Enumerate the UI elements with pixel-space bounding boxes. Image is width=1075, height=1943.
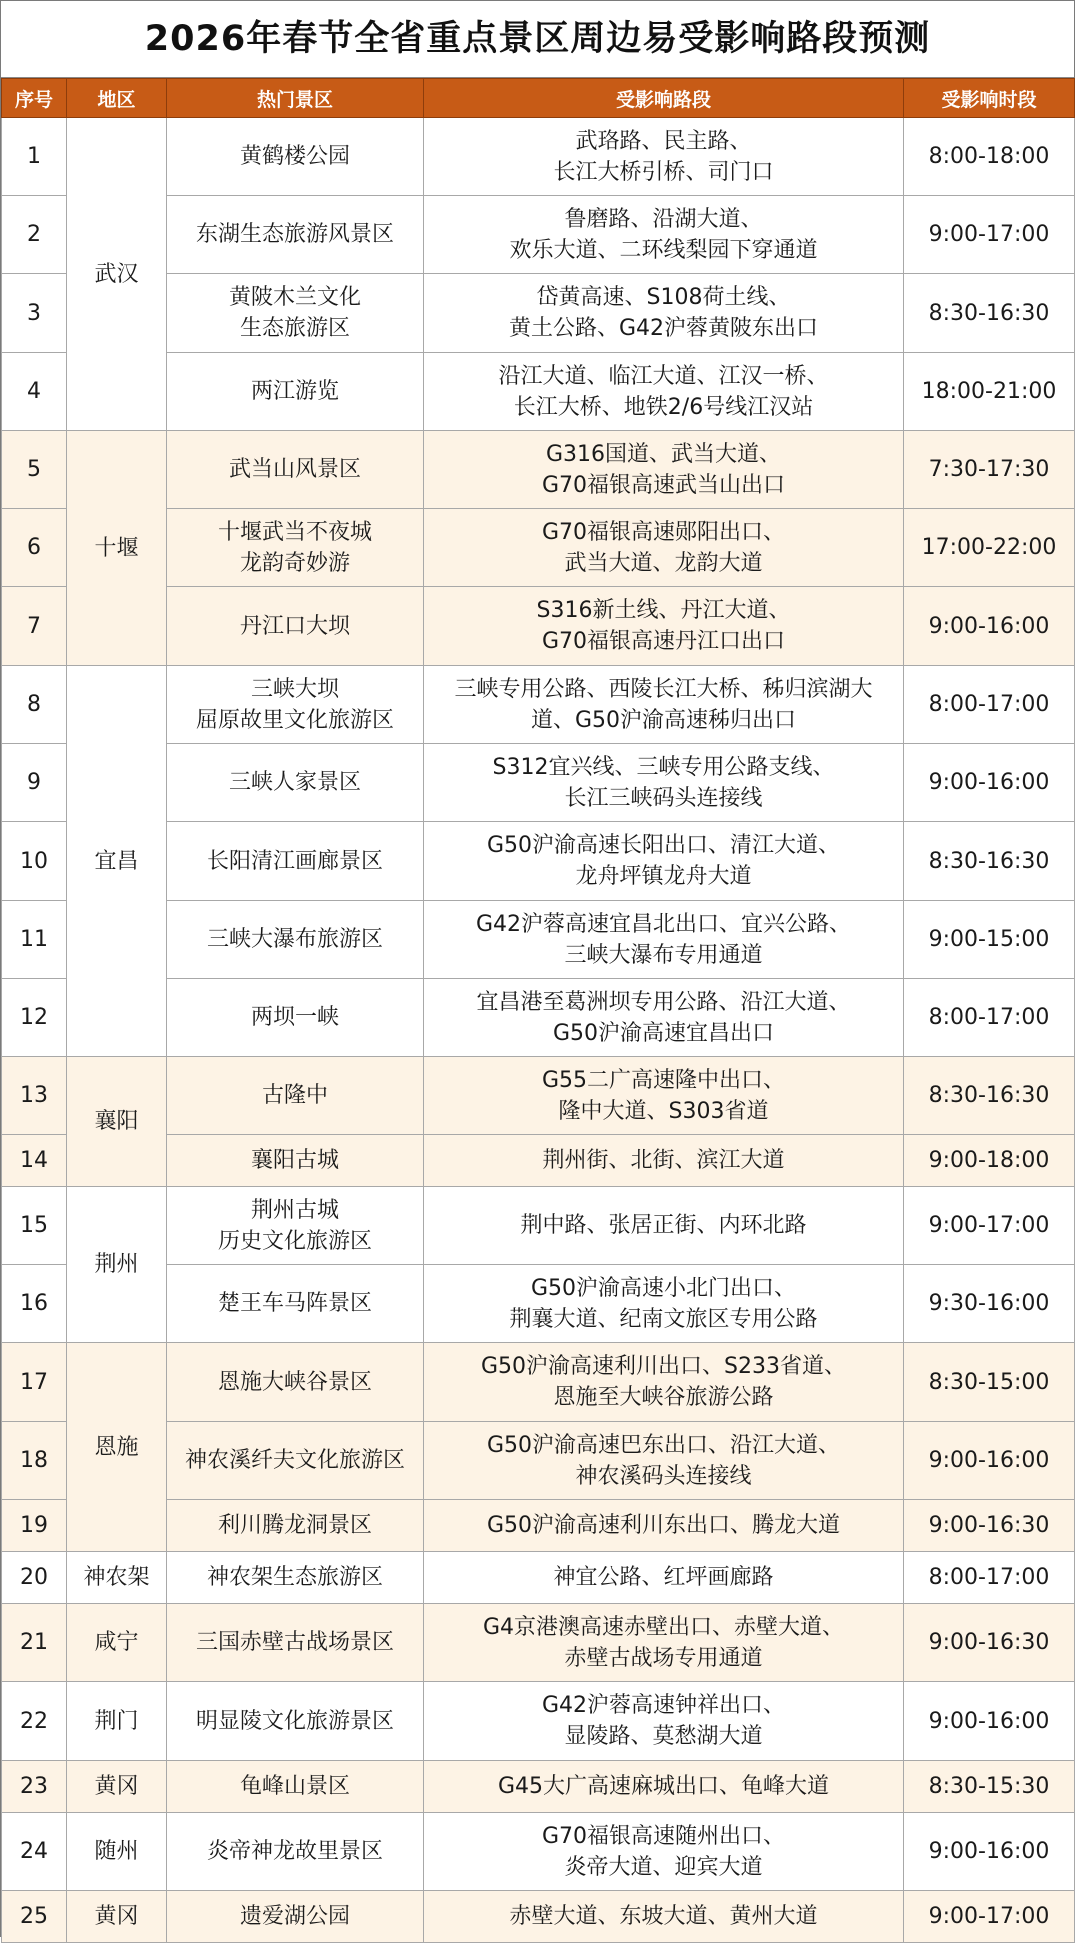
region-cell: 襄阳 — [67, 1057, 167, 1187]
affected-road-line: G70福银高速丹江口出口 — [541, 629, 786, 654]
region-cell: 荆门 — [67, 1682, 167, 1761]
scenic-spot-cell — [167, 1265, 424, 1343]
affected-road-line: S316新土线、丹江大道、 — [536, 598, 791, 623]
scenic-spot-cell — [167, 1422, 424, 1500]
time-window-cell: 9:00-15:00 — [904, 901, 1075, 979]
affected-roads-cell — [424, 979, 904, 1057]
affected-roads-cell — [424, 666, 904, 744]
row-number: 18 — [2, 1422, 67, 1500]
region-cell: 荆州 — [67, 1187, 167, 1343]
scenic-spot-line: 神农溪纤夫文化旅游区 — [184, 1448, 405, 1473]
time-window-cell: 9:00-16:00 — [904, 744, 1075, 822]
scenic-spot-line: 楚王车马阵景区 — [217, 1291, 372, 1316]
scenic-spot-line: 历史文化旅游区 — [217, 1228, 372, 1254]
region-cell: 神农架 — [67, 1552, 167, 1604]
affected-road-line: G50沪渝高速利川东出口、腾龙大道 — [486, 1513, 841, 1538]
affected-roads-cell — [424, 1135, 904, 1187]
scenic-spot-cell — [167, 666, 424, 744]
row-number: 22 — [2, 1682, 67, 1761]
row-number: 11 — [2, 901, 67, 979]
affected-road-line: 宜昌港至葛洲坝专用公路、沿江大道、 — [476, 989, 851, 1015]
affected-roads-cell — [424, 587, 904, 666]
time-window-cell: 8:30-16:30 — [904, 1057, 1075, 1135]
affected-road-line: S312宜兴线、三峡专用公路支线、 — [492, 754, 835, 780]
scenic-spot-line: 荆州古城 — [250, 1197, 339, 1223]
affected-roads-cell — [424, 509, 904, 587]
region-cell: 黄冈 — [67, 1761, 167, 1813]
scenic-spot-line: 丹江口大坝 — [239, 613, 350, 639]
region-cell: 黄冈 — [67, 1891, 167, 1943]
affected-road-line: G42沪蓉高速宜昌北出口、宜兴公路、 — [475, 911, 852, 937]
affected-road-line: 沿江大道、临江大道、江汉一桥、 — [498, 363, 829, 389]
scenic-spot-cell — [167, 1891, 424, 1943]
scenic-spot-line: 三峡人家景区 — [228, 770, 361, 795]
affected-road-line: 岱黄高速、S108荷土线、 — [536, 285, 791, 310]
time-window-cell: 9:00-16:30 — [904, 1500, 1075, 1552]
affected-roads-cell — [424, 1891, 904, 1943]
region-cell: 恩施 — [67, 1343, 167, 1552]
header-region: 地区 — [67, 79, 167, 118]
affected-roads-cell — [424, 1604, 904, 1682]
affected-road-line: 恩施至大峡谷旅游公路 — [553, 1385, 774, 1410]
row-number: 2 — [2, 196, 67, 274]
affected-road-line: G50沪渝高速巴东出口、沿江大道、 — [486, 1432, 841, 1458]
header-no: 序号 — [2, 79, 67, 118]
table-row — [2, 1604, 1075, 1682]
scenic-spot-cell — [167, 1343, 424, 1422]
table-header — [2, 79, 1075, 118]
scenic-spot-cell — [167, 744, 424, 822]
affected-road-line: 神农溪码头连接线 — [575, 1463, 752, 1489]
time-window-cell: 9:00-16:00 — [904, 1422, 1075, 1500]
affected-roads-cell — [424, 1761, 904, 1813]
forecast-table — [1, 78, 1075, 1943]
time-window-cell: 9:00-17:00 — [904, 196, 1075, 274]
scenic-spot-cell — [167, 1682, 424, 1761]
affected-roads-cell — [424, 196, 904, 274]
affected-road-line: 武珞路、民主路、 — [575, 128, 752, 154]
time-window-cell: 9:00-17:00 — [904, 1187, 1075, 1265]
affected-roads-cell — [424, 118, 904, 196]
affected-roads-cell — [424, 822, 904, 901]
affected-road-line: 武当大道、龙韵大道 — [564, 550, 763, 576]
scenic-spot-line: 两坝一峡 — [250, 1005, 339, 1030]
affected-roads-cell — [424, 901, 904, 979]
time-window-cell: 8:00-17:00 — [904, 979, 1075, 1057]
time-window-cell: 8:30-16:30 — [904, 822, 1075, 901]
time-window-cell: 8:00-17:00 — [904, 666, 1075, 744]
row-number: 10 — [2, 822, 67, 901]
table-row — [2, 1187, 1075, 1265]
time-window-cell: 8:00-17:00 — [904, 1552, 1075, 1604]
time-window-cell: 9:00-18:00 — [904, 1135, 1075, 1187]
row-number: 3 — [2, 274, 67, 353]
affected-roads-cell — [424, 1187, 904, 1265]
affected-road-line: 显陵路、莫愁湖大道 — [564, 1724, 763, 1749]
table-row — [2, 1813, 1075, 1891]
scenic-spot-cell — [167, 587, 424, 666]
scenic-spot-line: 古隆中 — [261, 1083, 328, 1108]
affected-roads-cell — [424, 1552, 904, 1604]
row-number: 9 — [2, 744, 67, 822]
scenic-spot-line: 明显陵文化旅游景区 — [195, 1708, 394, 1734]
scenic-spot-cell — [167, 1187, 424, 1265]
row-number: 19 — [2, 1500, 67, 1552]
table-row — [2, 1682, 1075, 1761]
scenic-spot-line: 龙韵奇妙游 — [239, 550, 350, 576]
affected-road-line: G55二广高速隆中出口、 — [541, 1067, 786, 1093]
scenic-spot-cell — [167, 1057, 424, 1135]
scenic-spot-cell — [167, 431, 424, 509]
scenic-spot-line: 东湖生态旅游风景区 — [195, 222, 394, 247]
header-time: 受影响时段 — [904, 79, 1075, 118]
time-window-cell: 9:00-17:00 — [904, 1891, 1075, 1943]
scenic-spot-cell — [167, 274, 424, 353]
time-window-cell: 9:00-16:00 — [904, 1682, 1075, 1761]
scenic-spot-cell — [167, 1135, 424, 1187]
affected-road-line: 鲁磨路、沿湖大道、 — [564, 206, 763, 232]
scenic-spot-line: 利川腾龙洞景区 — [217, 1513, 372, 1538]
table-row — [2, 666, 1075, 744]
table-row — [2, 1761, 1075, 1813]
row-number: 24 — [2, 1813, 67, 1891]
affected-road-line: 黄土公路、G42沪蓉黄陂东出口 — [508, 316, 819, 341]
row-number: 16 — [2, 1265, 67, 1343]
affected-road-line: 炎帝大道、迎宾大道 — [564, 1854, 763, 1880]
row-number: 7 — [2, 587, 67, 666]
region-cell: 武汉 — [67, 118, 167, 431]
scenic-spot-cell — [167, 509, 424, 587]
scenic-spot-cell — [167, 822, 424, 901]
row-number: 15 — [2, 1187, 67, 1265]
affected-road-line: G70福银高速郧阳出口、 — [541, 519, 786, 545]
time-window-cell: 7:30-17:30 — [904, 431, 1075, 509]
affected-roads-cell — [424, 1057, 904, 1135]
row-number: 14 — [2, 1135, 67, 1187]
scenic-spot-line: 黄陂木兰文化 — [228, 285, 361, 310]
table-row — [2, 1891, 1075, 1943]
affected-road-line: G50沪渝高速宜昌出口 — [552, 1020, 775, 1046]
header-roads: 受影响路段 — [424, 79, 904, 118]
affected-roads-cell — [424, 1343, 904, 1422]
affected-road-line: 长江大桥、地铁2/6号线江汉站 — [513, 394, 814, 420]
scenic-spot-line: 三峡大坝 — [250, 676, 339, 702]
scenic-spot-line: 恩施大峡谷景区 — [217, 1369, 372, 1395]
scenic-spot-line: 神农架生态旅游区 — [206, 1565, 383, 1590]
scenic-spot-cell — [167, 196, 424, 274]
time-window-cell: 8:30-15:00 — [904, 1343, 1075, 1422]
affected-roads-cell — [424, 274, 904, 353]
table-row — [2, 431, 1075, 509]
scenic-spot-line: 襄阳古城 — [250, 1148, 339, 1173]
table-row — [2, 1552, 1075, 1604]
scenic-spot-line: 三峡大瀑布旅游区 — [206, 927, 383, 952]
scenic-spot-cell — [167, 118, 424, 196]
time-window-cell: 8:30-16:30 — [904, 274, 1075, 353]
affected-road-line: 隆中大道、S303省道 — [558, 1098, 769, 1124]
affected-roads-cell — [424, 1682, 904, 1761]
scenic-spot-line: 三国赤壁古战场景区 — [195, 1630, 394, 1655]
scenic-spot-cell — [167, 1500, 424, 1552]
scenic-spot-line: 十堰武当不夜城 — [217, 519, 372, 545]
affected-road-line: 荆中路、张居正街、内环北路 — [520, 1213, 807, 1238]
row-number: 4 — [2, 353, 67, 431]
affected-road-line: 龙舟坪镇龙舟大道 — [575, 864, 752, 889]
region-cell: 咸宁 — [67, 1604, 167, 1682]
time-window-cell: 8:30-15:30 — [904, 1761, 1075, 1813]
affected-roads-cell — [424, 1422, 904, 1500]
row-number: 8 — [2, 666, 67, 744]
table-body — [2, 118, 1075, 1943]
scenic-spot-cell — [167, 979, 424, 1057]
scenic-spot-line: 生态旅游区 — [239, 316, 350, 341]
affected-road-line: 欢乐大道、二环线梨园下穿通道 — [509, 237, 818, 263]
row-number: 17 — [2, 1343, 67, 1422]
row-number: 6 — [2, 509, 67, 587]
affected-road-line: G70福银高速随州出口、 — [541, 1823, 786, 1849]
row-number: 1 — [2, 118, 67, 196]
time-window-cell: 9:00-16:00 — [904, 1813, 1075, 1891]
row-number: 23 — [2, 1761, 67, 1813]
header-spot: 热门景区 — [167, 79, 424, 118]
time-window-cell: 17:00-22:00 — [904, 509, 1075, 587]
affected-road-line: G50沪渝高速利川出口、S233省道、 — [481, 1354, 846, 1379]
row-number: 25 — [2, 1891, 67, 1943]
affected-road-line: 长江三峡码头连接线 — [564, 785, 763, 811]
affected-road-line: G4京港澳高速赤壁出口、赤壁大道、 — [482, 1614, 845, 1640]
row-number: 21 — [2, 1604, 67, 1682]
affected-road-line: 三峡专用公路、西陵长江大桥、秭归滨湖大 — [454, 676, 873, 702]
affected-road-line: 赤壁大道、东坡大道、黄州大道 — [509, 1904, 818, 1929]
scenic-spot-line: 两江游览 — [250, 379, 339, 404]
affected-roads-cell — [424, 744, 904, 822]
time-window-cell: 9:30-16:00 — [904, 1265, 1075, 1343]
affected-road-line: 荆襄大道、纪南文旅区专用公路 — [509, 1306, 818, 1332]
region-cell: 十堰 — [67, 431, 167, 666]
scenic-spot-cell — [167, 1604, 424, 1682]
scenic-spot-line: 遗爱湖公园 — [239, 1904, 350, 1929]
scenic-spot-cell — [167, 901, 424, 979]
row-number: 13 — [2, 1057, 67, 1135]
scenic-spot-line: 屈原故里文化旅游区 — [195, 707, 394, 733]
row-number: 12 — [2, 979, 67, 1057]
scenic-spot-line: 黄鹤楼公园 — [239, 144, 350, 169]
scenic-spot-line: 龟峰山景区 — [239, 1774, 350, 1799]
scenic-spot-cell — [167, 1813, 424, 1891]
affected-roads-cell — [424, 1265, 904, 1343]
region-cell: 随州 — [67, 1813, 167, 1891]
time-window-cell: 9:00-16:00 — [904, 587, 1075, 666]
affected-road-line: 三峡大瀑布专用通道 — [564, 942, 763, 968]
region-cell: 宜昌 — [67, 666, 167, 1057]
row-number: 20 — [2, 1552, 67, 1604]
scenic-spot-line: 炎帝神龙故里景区 — [206, 1839, 383, 1864]
table-row — [2, 1057, 1075, 1135]
affected-road-line: G70福银高速武当山出口 — [541, 472, 786, 498]
affected-road-line: G45大广高速麻城出口、龟峰大道 — [497, 1774, 830, 1799]
affected-road-line: G50沪渝高速小北门出口、 — [530, 1275, 797, 1301]
affected-road-line: G42沪蓉高速钟祥出口、 — [541, 1693, 786, 1718]
time-window-cell: 8:00-18:00 — [904, 118, 1075, 196]
affected-road-line: 道、G50沪渝高速秭归出口 — [530, 707, 797, 733]
header-row — [2, 79, 1075, 118]
scenic-spot-cell — [167, 1552, 424, 1604]
page-title: 2026年春节全省重点景区周边易受影响路段预测 — [1, 1, 1074, 78]
time-window-cell: 9:00-16:30 — [904, 1604, 1075, 1682]
affected-road-line: G50沪渝高速长阳出口、清江大道、 — [486, 833, 841, 858]
affected-road-line: 神宜公路、红坪画廊路 — [553, 1565, 774, 1590]
affected-road-line: 赤壁古战场专用通道 — [564, 1645, 763, 1671]
affected-roads-cell — [424, 431, 904, 509]
affected-roads-cell — [424, 353, 904, 431]
scenic-spot-cell — [167, 353, 424, 431]
affected-road-line: 长江大桥引桥、司门口 — [553, 159, 774, 185]
affected-road-line: G316国道、武当大道、 — [545, 441, 782, 467]
affected-road-line: 荆州街、北街、滨江大道 — [542, 1148, 785, 1173]
scenic-spot-line: 武当山风景区 — [228, 457, 361, 482]
time-window-cell: 18:00-21:00 — [904, 353, 1075, 431]
affected-roads-cell — [424, 1813, 904, 1891]
row-number: 5 — [2, 431, 67, 509]
affected-roads-cell — [424, 1500, 904, 1552]
table-row — [2, 1343, 1075, 1422]
scenic-spot-cell — [167, 1761, 424, 1813]
table-row — [2, 118, 1075, 196]
scenic-spot-line: 长阳清江画廊景区 — [206, 848, 383, 874]
